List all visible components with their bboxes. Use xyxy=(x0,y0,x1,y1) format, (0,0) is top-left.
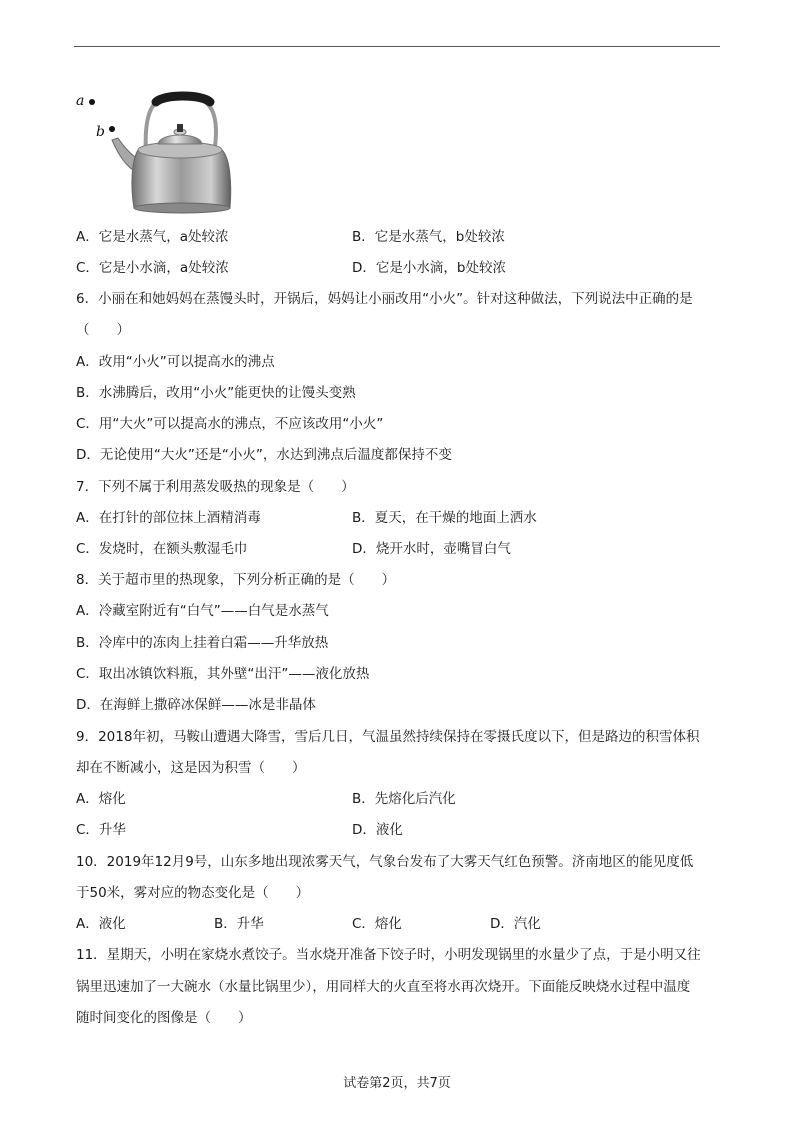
q7-option-c: C．发烧时，在额头敷湿毛巾 xyxy=(76,541,248,557)
q8-stem: 8．关于超市里的热现象，下列分析正确的是（ ） xyxy=(76,572,396,588)
q10-option-b: B．升华 xyxy=(214,916,264,932)
q10-stem: 10．2019年12月9号，山东多地出现浓雾天气，气象台发布了大雾天气红色预警。济南地区的能见度低 xyxy=(76,854,694,870)
q6-stem-cont: （ ） xyxy=(76,322,130,338)
q9-stem: 9．2018年初，马鞍山遭遇大降雪，雪后几日，气温虽然持续保持在零摄氏度以下，但是路边的积雪体积 xyxy=(76,729,700,745)
page-footer: 试卷第2页，共7页 xyxy=(343,1076,451,1091)
q8-option-a: A．冷藏室附近有“白气”——白气是水蒸气 xyxy=(76,603,329,619)
q10-stem-cont: 于50米，雾对应的物态变化是（ ） xyxy=(76,885,310,901)
q8-option-b: B．冷库中的冻肉上挂着白霜——升华放热 xyxy=(76,635,329,651)
q5-option-d: D．它是小水滴，b处较浓 xyxy=(352,260,506,276)
q9-option-a: A．熔化 xyxy=(76,791,126,807)
point-b-label: b xyxy=(96,124,105,140)
q5-option-b: B．它是水蒸气，b处较浓 xyxy=(352,229,505,245)
q9-stem-cont: 却在不断减小，这是因为积雪（ ） xyxy=(76,760,306,776)
q9-option-d: D．液化 xyxy=(352,822,403,838)
q6-option-a: A．改用“小火”可以提高水的沸点 xyxy=(76,354,275,370)
q9-option-c: C．升华 xyxy=(76,822,126,838)
point-a-label: a xyxy=(76,93,85,109)
q5-option-c: C．它是小水滴，a处较浓 xyxy=(76,260,229,276)
q10-option-d: D．汽化 xyxy=(490,916,541,932)
q6-option-b: B．水沸腾后，改用“小火”能更快的让馒头变熟 xyxy=(76,385,356,401)
q6-stem: 6．小丽在和她妈妈在蒸馒头时，开锅后，妈妈让小丽改用“小火”。针对这种做法，下列说法中正确的是 xyxy=(76,291,693,307)
q11-stem: 11．星期天，小明在家烧水煮饺子。当水烧开准备下饺子时，小明发现锅里的水量少了点，于是小明又往 xyxy=(76,947,701,963)
point-a-dot xyxy=(89,99,95,105)
header-rule xyxy=(74,46,720,47)
q7-option-b: B．夏天，在干燥的地面上洒水 xyxy=(352,510,537,526)
q8-option-c: C．取出冰镇饮料瓶，其外壁“出汗”——液化放热 xyxy=(76,666,370,682)
kettle-figure xyxy=(74,88,234,216)
q7-stem: 7．下列不属于利用蒸发吸热的现象是（ ） xyxy=(76,479,355,495)
q11-stem-cont2: 随时间变化的图像是（ ） xyxy=(76,1010,252,1026)
q5-option-a: A．它是水蒸气，a处较浓 xyxy=(76,229,229,245)
q7-option-d: D．烧开水时，壶嘴冒白气 xyxy=(352,541,511,557)
q6-option-c: C．用“大火”可以提高水的沸点，不应该改用“小火” xyxy=(76,416,384,432)
q6-option-d: D．无论使用“大火”还是“小火”，水达到沸点后温度都保持不变 xyxy=(76,447,452,463)
q7-option-a: A．在打针的部位抹上酒精消毒 xyxy=(76,510,261,526)
q11-stem-cont: 锅里迅速加了一大碗水（水量比锅里少），用同样大的火直至将水再次烧开。下面能反映烧水过程中温度 xyxy=(76,979,691,995)
q10-option-c: C．熔化 xyxy=(352,916,402,932)
q9-option-b: B．先熔化后汽化 xyxy=(352,791,456,807)
q8-option-d: D．在海鲜上撒碎冰保鲜——冰是非晶体 xyxy=(76,697,316,713)
point-b-dot xyxy=(109,126,115,132)
q10-option-a: A．液化 xyxy=(76,916,126,932)
